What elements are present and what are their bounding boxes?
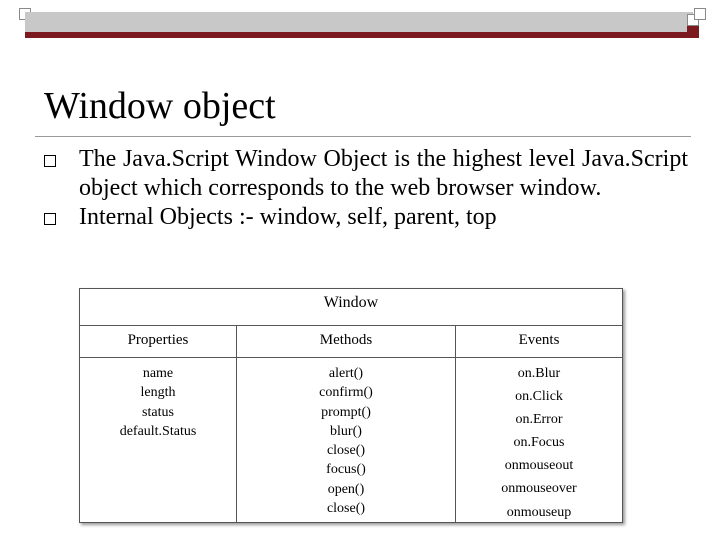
list-item: focus() xyxy=(326,462,366,478)
list-item: status xyxy=(142,404,174,420)
list-item: length xyxy=(140,385,176,401)
events-list xyxy=(455,358,623,524)
list-item: open() xyxy=(327,481,365,497)
list-item: alert() xyxy=(328,366,364,381)
list-item: name xyxy=(142,366,174,381)
header-red-band xyxy=(25,32,693,38)
square-bullet-icon xyxy=(44,155,56,167)
properties-list xyxy=(80,358,236,441)
corner-square-right-red xyxy=(687,26,699,38)
properties-column xyxy=(80,325,236,522)
bullet-item xyxy=(44,203,688,232)
methods-column xyxy=(236,325,456,522)
header-decoration xyxy=(0,0,720,44)
list-item: close() xyxy=(326,501,366,517)
list-item: on.Click xyxy=(515,389,563,405)
bullet-text: The Java.Script Window Object is the highest level Java.Script object which corresponds to the web browser window. xyxy=(79,146,688,201)
bullet-list xyxy=(44,145,688,232)
list-item: onmouseout xyxy=(504,458,574,474)
list-item: confirm() xyxy=(319,385,373,401)
list-item: on.Focus xyxy=(513,435,565,451)
list-item: close() xyxy=(326,443,366,459)
title-divider xyxy=(35,136,691,137)
window-object-table xyxy=(79,288,623,523)
bullet-item xyxy=(44,145,688,203)
column-header-methods: Methods xyxy=(237,325,455,358)
header-grey-band xyxy=(25,12,693,32)
table-header: Window xyxy=(80,289,622,326)
list-item: blur() xyxy=(330,423,362,439)
column-header-events: Events xyxy=(455,325,623,358)
bullet-text: Internal Objects :- window, self, parent, top xyxy=(79,204,497,230)
list-item: onmouseover xyxy=(501,481,577,497)
methods-list xyxy=(237,358,455,518)
square-bullet-icon xyxy=(44,213,56,225)
list-item: on.Error xyxy=(515,412,563,428)
list-item: onmouseup xyxy=(506,504,572,520)
list-item: on.Blur xyxy=(517,366,561,381)
list-item: prompt() xyxy=(321,404,371,420)
list-item: default.Status xyxy=(119,423,197,439)
events-column xyxy=(455,325,623,522)
corner-square-top-right-2 xyxy=(694,8,706,20)
column-header-properties: Properties xyxy=(80,325,236,358)
slide-title: Window object xyxy=(44,85,276,127)
